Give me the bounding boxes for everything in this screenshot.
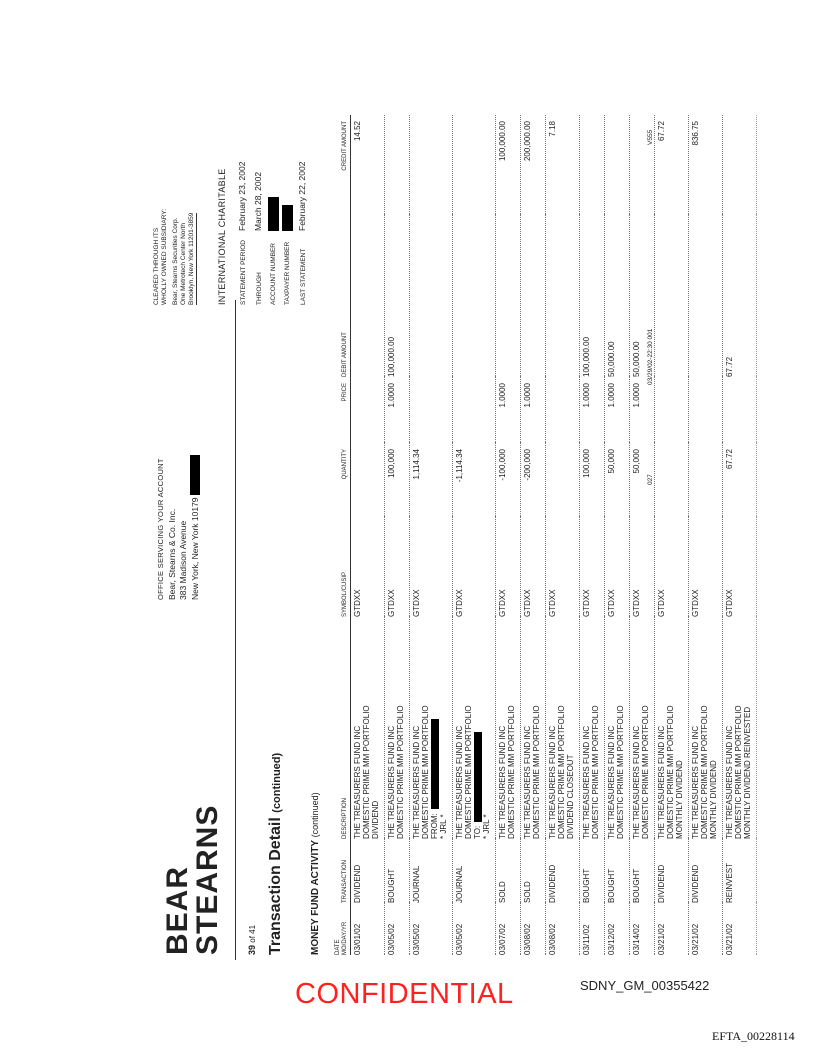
redaction	[190, 455, 200, 495]
cell-price	[410, 377, 453, 443]
cell-date: 03/21/02	[689, 903, 723, 955]
redaction	[268, 197, 279, 231]
table-row	[453, 115, 496, 955]
cell-symbol: GTDXX	[453, 517, 496, 617]
cell-description	[605, 617, 630, 839]
cell-quantity: 50,000	[630, 443, 655, 517]
cell-transaction: DIVIDEND	[689, 839, 723, 903]
description-line: THE TREASURERS FUND INC	[455, 725, 464, 839]
cell-date: 03/12/02	[605, 903, 630, 955]
cell-date: 03/11/02	[580, 903, 605, 955]
description-line: MONTHLY DIVIDEND	[675, 760, 684, 839]
cell-quantity: 100,000	[580, 443, 605, 517]
footer-code: V555	[647, 129, 654, 145]
description-line: DOMESTIC PRIME MM PORTFOLIO	[591, 705, 600, 839]
cell-transaction: JOURNAL	[453, 839, 496, 903]
description-line: THE TREASURERS FUND INC	[725, 725, 734, 839]
cell-description	[630, 617, 655, 839]
description-line: DOMESTIC PRIME MM PORTFOLIO	[464, 705, 473, 839]
cell-symbol: GTDXX	[385, 517, 410, 617]
description-line: FROM:	[430, 813, 439, 839]
table-row	[655, 115, 689, 955]
description-line: * JRL *	[482, 814, 491, 839]
cell-debit: 50,000.00	[630, 215, 655, 377]
cell-date: 03/14/02	[630, 903, 655, 955]
cell-debit	[546, 215, 580, 377]
cell-price: 1.0000	[580, 377, 605, 443]
footer-code: 027	[647, 474, 654, 485]
cell-debit	[410, 215, 453, 377]
description-line: DOMESTIC PRIME MM PORTFOLIO	[396, 705, 405, 839]
cell-description	[521, 617, 546, 839]
cell-date: 03/01/02	[351, 903, 385, 955]
cell-description	[655, 617, 689, 839]
statement-page	[135, 105, 752, 985]
description-line: DOMESTIC PRIME MM PORTFOLIO	[421, 705, 430, 839]
cell-debit	[351, 215, 385, 377]
cell-description	[689, 617, 723, 839]
cell-transaction: SOLD	[521, 839, 546, 903]
description-line: THE TREASURERS FUND INC	[387, 725, 396, 839]
cell-quantity: 100,000	[385, 443, 410, 517]
description-line: THE TREASURERS FUND INC	[582, 725, 591, 839]
cell-quantity: 50,000	[605, 443, 630, 517]
description-line: DOMESTIC PRIME MM PORTFOLIO	[666, 705, 675, 839]
cell-symbol: GTDXX	[655, 517, 689, 617]
account-name: INTERNATIONAL CHARITABLE	[217, 168, 227, 305]
description-line: MONTHLY DIVIDEND REINVESTED	[743, 706, 752, 839]
description-line: DOMESTIC PRIME MM PORTFOLIO	[700, 705, 709, 839]
description-line: THE TREASURERS FUND INC	[498, 725, 507, 839]
description-line: THE TREASURERS FUND INC	[548, 725, 557, 839]
cell-date: 03/05/02	[410, 903, 453, 955]
col-price: PRICE	[335, 377, 351, 443]
cell-price	[689, 377, 723, 443]
cell-transaction: JOURNAL	[410, 839, 453, 903]
cell-debit: 100,000.00	[580, 215, 605, 377]
cell-date: 03/08/02	[521, 903, 546, 955]
cell-quantity: 67.72	[723, 443, 757, 517]
cell-description	[723, 617, 757, 839]
col-description: DESCRIPTION	[335, 617, 351, 839]
col-symbol: SYMBOL/CUSIP	[335, 517, 351, 617]
cell-description	[453, 617, 496, 839]
section-subtitle: MONEY FUND ACTIVITY (continued)	[310, 792, 321, 955]
description-line: THE TREASURERS FUND INC	[657, 725, 666, 839]
cell-price: 1.0000	[605, 377, 630, 443]
cell-date: 03/07/02	[496, 903, 521, 955]
description-line: DIVIDEND CLOSEOUT	[566, 754, 575, 839]
cell-quantity	[546, 443, 580, 517]
cell-date: 03/21/02	[655, 903, 689, 955]
cell-symbol: GTDXX	[351, 517, 385, 617]
table-row	[723, 115, 757, 955]
cell-price: 1.0000	[630, 377, 655, 443]
cell-symbol: GTDXX	[630, 517, 655, 617]
cell-description	[546, 617, 580, 839]
cell-price	[453, 377, 496, 443]
header-divider	[235, 300, 236, 960]
description-line: THE TREASURERS FUND INC	[523, 725, 532, 839]
cell-transaction: BOUGHT	[580, 839, 605, 903]
col-date: DATE MO/DAY/YR	[335, 903, 351, 955]
cell-price	[655, 377, 689, 443]
cell-transaction: BOUGHT	[605, 839, 630, 903]
cell-credit: 836.75	[689, 115, 723, 215]
office-address: OFFICE SERVICING YOUR ACCOUNT Bear, Stearns & Co. Inc. 383 Madison Avenue New York, New York 10179	[155, 455, 201, 600]
cell-credit	[453, 115, 496, 215]
cell-price: 1.0000	[496, 377, 521, 443]
cell-transaction: DIVIDEND	[655, 839, 689, 903]
cell-debit	[521, 215, 546, 377]
cell-quantity: -200,000	[521, 443, 546, 517]
cell-credit: 14.52	[351, 115, 385, 215]
cell-transaction: BOUGHT	[385, 839, 410, 903]
description-line: DOMESTIC PRIME MM PORTFOLIO	[507, 705, 516, 839]
clearing-info: CLEARED THROUGH ITS WHOLLY OWNED SUBSIDIARY: Bear, Stearns Securities Corp. One Metrotech Center North Brooklyn, New York 11201-3859	[153, 208, 195, 305]
cell-date: 03/21/02	[723, 903, 757, 955]
confidential-stamp: CONFIDENTIAL	[295, 978, 514, 1010]
cell-debit	[496, 215, 521, 377]
description-line: MONTHLY DIVIDEND	[709, 760, 718, 839]
description-line: THE TREASURERS FUND INC	[691, 725, 700, 839]
description-line: * JRL *	[439, 814, 448, 839]
description-line: DOMESTIC PRIME MM PORTFOLIO	[362, 705, 371, 839]
table-row	[630, 115, 655, 955]
cell-price: 1.0000	[521, 377, 546, 443]
cell-description	[496, 617, 521, 839]
table-header	[335, 115, 351, 955]
cell-debit	[689, 215, 723, 377]
description-line	[473, 619, 482, 839]
description-line: DOMESTIC PRIME MM PORTFOLIO	[734, 705, 743, 839]
description-line	[430, 619, 439, 839]
col-transaction: TRANSACTION	[335, 839, 351, 903]
description-line: THE TREASURERS FUND INC	[353, 725, 362, 839]
cell-symbol: GTDXX	[496, 517, 521, 617]
col-credit: CREDIT AMOUNT	[335, 115, 351, 215]
page-number: 39 of 41	[247, 924, 257, 955]
col-debit: DEBIT AMOUNT	[335, 215, 351, 377]
cell-description	[580, 617, 605, 839]
cell-transaction: BOUGHT	[630, 839, 655, 903]
redaction	[431, 719, 439, 809]
cell-credit	[605, 115, 630, 215]
description-line: DOMESTIC PRIME MM PORTFOLIO	[557, 705, 566, 839]
table-row	[689, 115, 723, 955]
description-line: DIVIDEND	[371, 800, 380, 839]
efta-number: EFTA_00228114	[712, 1029, 795, 1043]
cell-debit	[453, 215, 496, 377]
description-line: THE TREASURERS FUND INC	[632, 725, 641, 839]
cell-date: 03/05/02	[385, 903, 410, 955]
cell-debit	[655, 215, 689, 377]
cell-quantity: -100,000	[496, 443, 521, 517]
cell-price	[546, 377, 580, 443]
cell-quantity	[655, 443, 689, 517]
col-quantity: QUANTITY	[335, 443, 351, 517]
cell-debit: 50,000.00	[605, 215, 630, 377]
page-title: Transaction Detail (continued)	[267, 752, 284, 955]
table-row	[546, 115, 580, 955]
redaction	[474, 732, 482, 822]
cell-credit	[410, 115, 453, 215]
cell-debit: 100,000.00	[385, 215, 410, 377]
cell-description	[351, 617, 385, 839]
description-line: DOMESTIC PRIME MM PORTFOLIO	[532, 705, 541, 839]
statement-info: STATEMENT PERIODFebruary 23, 2002 THROUGHMarch 28, 2002 ACCOUNT NUMBER TAXPAYER NUMBER LAST STATEMENTFebruary 22, 2002	[237, 161, 307, 305]
cell-quantity	[689, 443, 723, 517]
cell-quantity: -1,114.34	[453, 443, 496, 517]
bates-number: SDNY_GM_00355422	[580, 978, 710, 993]
cell-credit: 7.18	[546, 115, 580, 215]
redaction	[282, 205, 293, 231]
cell-credit	[580, 115, 605, 215]
cell-transaction: SOLD	[496, 839, 521, 903]
cell-symbol: GTDXX	[410, 517, 453, 617]
table-row	[385, 115, 410, 955]
cell-quantity	[351, 443, 385, 517]
cell-description	[385, 617, 410, 839]
cell-symbol: GTDXX	[723, 517, 757, 617]
table-row	[410, 115, 453, 955]
cell-date: 03/05/02	[453, 903, 496, 955]
description-line: THE TREASURERS FUND INC	[412, 725, 421, 839]
cell-credit: 67.72	[655, 115, 689, 215]
footer-timestamp: 03/29/02-22:30 001	[647, 328, 654, 385]
cell-credit	[385, 115, 410, 215]
cell-credit: 100,000.00	[496, 115, 521, 215]
cell-price	[351, 377, 385, 443]
table-row	[580, 115, 605, 955]
cell-symbol: GTDXX	[546, 517, 580, 617]
cell-symbol: GTDXX	[580, 517, 605, 617]
cell-transaction: REINVEST	[723, 839, 757, 903]
cell-description	[410, 617, 453, 839]
table-row	[351, 115, 385, 955]
cell-symbol: GTDXX	[521, 517, 546, 617]
description-line: DOMESTIC PRIME MM PORTFOLIO	[641, 705, 650, 839]
description-line: THE TREASURERS FUND INC	[607, 725, 616, 839]
cell-credit: 200,000.00	[521, 115, 546, 215]
cell-quantity: 1,114.34	[410, 443, 453, 517]
cell-symbol: GTDXX	[689, 517, 723, 617]
cell-debit: 67.72	[723, 215, 757, 377]
cell-date: 03/08/02	[546, 903, 580, 955]
table-row	[496, 115, 521, 955]
cell-transaction: DIVIDEND	[351, 839, 385, 903]
cell-price	[723, 377, 757, 443]
cell-price: 1.0000	[385, 377, 410, 443]
bear-stearns-logo: BEAR STEARNS	[161, 804, 224, 955]
description-line: TO:	[473, 825, 482, 839]
cell-credit	[723, 115, 757, 215]
cell-symbol: GTDXX	[605, 517, 630, 617]
description-line: DOMESTIC PRIME MM PORTFOLIO	[616, 705, 625, 839]
cell-transaction: DIVIDEND	[546, 839, 580, 903]
table-row	[521, 115, 546, 955]
transaction-table	[335, 115, 757, 955]
table-row	[605, 115, 630, 955]
